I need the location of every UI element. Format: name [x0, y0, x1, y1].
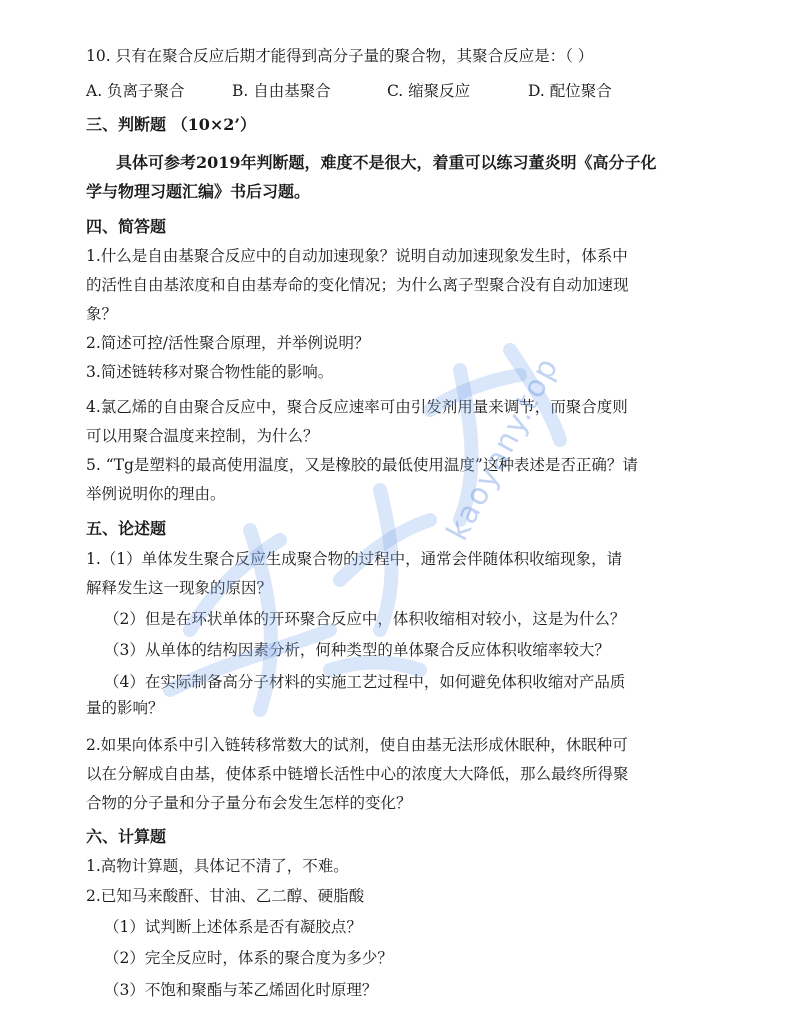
section-6-line: （3）不饱和聚酯与苯乙烯固化时原理？	[104, 981, 378, 999]
section-5-line: 合物的分子量和分子量分布会发生怎样的变化？	[86, 794, 412, 812]
section-4-line: 4.氯乙烯的自由聚合反应中，聚合反应速率可由引发剂用量来调节，而聚合度则	[86, 398, 628, 416]
section-4-line: 2.简述可控/活性聚合原理，并举例说明？	[86, 334, 370, 352]
section-5-line: 1.（1）单体发生聚合反应生成聚合物的过程中，通常会伴随体积收缩现象，请	[86, 550, 623, 568]
section-6-line: 1.高物计算题，具体记不清了，不难。	[86, 857, 349, 875]
question-10-stem: 10. 只有在聚合反应后期才能得到高分子量的聚合物，其聚合反应是：（ ）	[86, 47, 594, 65]
section-4-line: 1.什么是自由基聚合反应中的自动加速现象？说明自动加速现象发生时，体系中	[86, 247, 628, 265]
option-d: D. 配位聚合	[528, 82, 612, 100]
option-b: B. 自由基聚合	[232, 82, 331, 100]
section-4-line: 3.简述链转移对聚合物性能的影响。	[86, 363, 334, 381]
section-4-heading: 四、简答题	[86, 217, 167, 236]
section-4-line: 象？	[86, 305, 118, 323]
section-6-line: （1）试判断上述体系是否有凝胶点？	[104, 918, 362, 936]
section-5-line: （3）从单体的结构因素分析，何种类型的单体聚合反应体积收缩率较大？	[104, 641, 610, 659]
option-a: A. 负离子聚合	[86, 82, 185, 100]
section-6-line: （2）完全反应时，体系的聚合度为多少？	[104, 949, 393, 967]
section-4-line: 可以用聚合温度来控制，为什么？	[86, 427, 319, 445]
section-5-line: 以在分解成自由基，使体系中链增长活性中心的浓度大大降低，那么最终所得聚	[86, 765, 629, 783]
section-5-line: 量的影响？	[86, 699, 164, 717]
section-6-line: 2.已知马来酸酐、甘油、乙二醇、硬脂酸	[86, 887, 365, 905]
section-6-heading: 六、计算题	[86, 827, 167, 846]
section-5-heading: 五、论述题	[86, 519, 167, 538]
section-3-note-line-1: 具体可参考2019年判断题，难度不是很大，着重可以练习董炎明《高分子化	[116, 153, 657, 172]
section-5-line: （4）在实际制备高分子材料的实施工艺过程中，如何避免体积收缩对产品质	[104, 673, 626, 691]
section-3-note-line-2: 学与物理习题汇编》书后习题。	[86, 182, 311, 201]
section-3-heading: 三、判断题 （10×2’）	[86, 115, 256, 134]
section-4-line: 举例说明你的理由。	[86, 485, 226, 503]
section-5-line: 解释发生这一现象的原因？	[86, 579, 273, 597]
section-5-line: （2）但是在环状单体的开环聚合反应中，体积收缩相对较小，这是为什么？	[104, 610, 626, 628]
section-4-line: 的活性自由基浓度和自由基寿命的变化情况；为什么离子型聚合没有自动加速现	[86, 276, 629, 294]
option-c: C. 缩聚反应	[387, 82, 471, 100]
watermark-url: kaoyany.top	[440, 350, 567, 547]
section-4-line: 5. “Tg是塑料的最高使用温度，又是橡胶的最低使用温度”这种表述是否正确？请	[86, 456, 638, 474]
section-5-line: 2.如果向体系中引入链转移常数大的试剂，使自由基无法形成休眠种，休眠种可	[86, 736, 628, 754]
